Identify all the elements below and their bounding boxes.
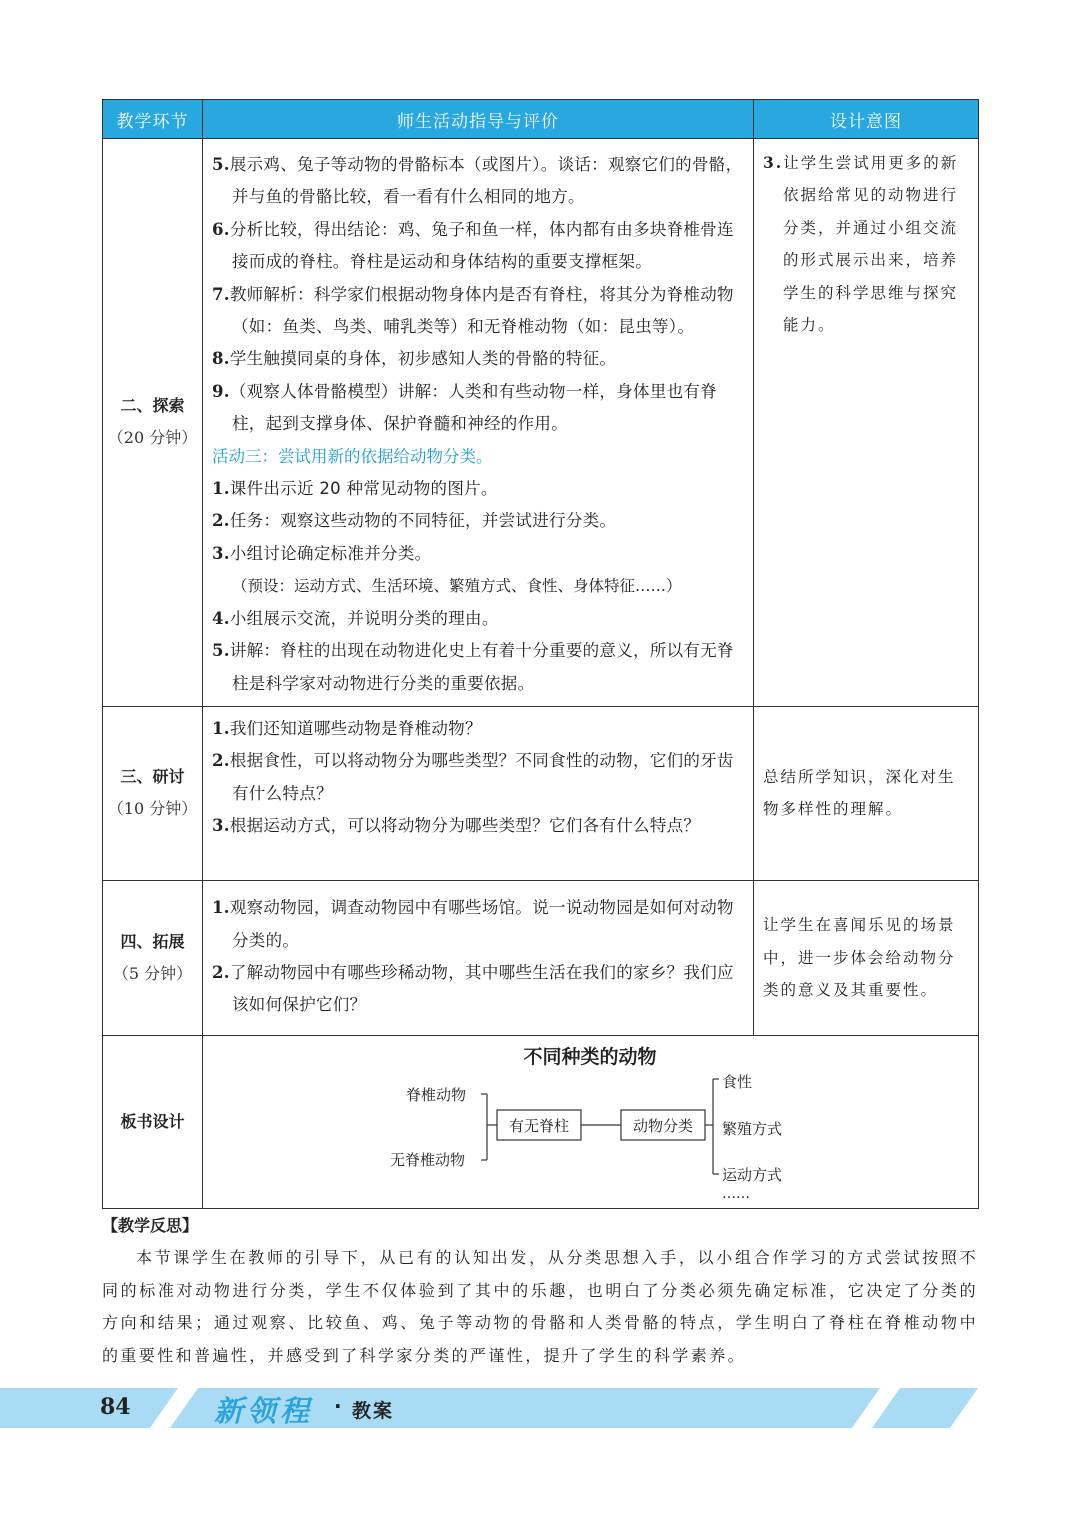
explore-activities — [203, 139, 754, 707]
board-box-1: 有无脊柱 — [508, 1116, 569, 1135]
list-item: 1.观察动物园，调查动物园中有哪些场馆。说一说动物园是如何对动物分类的。 — [212, 898, 734, 950]
list-item: 3.根据运动方式，可以将动物分为哪些类型？它们各有什么特点？ — [212, 816, 701, 836]
discuss-purpose — [754, 706, 979, 880]
list-item: 5.展示鸡、兔子等动物的骨骼标本（或图片）。谈话：观察它们的骨骼，并与鱼的骨骼比较，看一看有什么相同的地方。 — [212, 155, 743, 207]
board-stage-cell — [103, 1035, 203, 1208]
list-item: 4.小组展示交流，并说明分类的理由。 — [212, 608, 499, 628]
discuss-row — [103, 706, 979, 880]
list-item: 5.讲解：脊柱的出现在动物进化史上有着十分重要的意义，所以有无脊柱是科学家对动物进行分类的重要依据。 — [212, 641, 734, 693]
extend-stage-name: 四、拓展 — [120, 931, 185, 951]
board-left-bottom: 无脊椎动物 — [390, 1150, 466, 1169]
extend-activities — [203, 880, 754, 1035]
list-item: 3.小组讨论确定标准并分类。 — [212, 543, 432, 563]
activity3-heading: 活动三：尝试用新的依据给动物分类。 — [212, 446, 493, 466]
discuss-activities — [203, 706, 754, 880]
board-right-3: 运动方式 — [722, 1165, 783, 1184]
lesson-plan-table — [102, 99, 979, 1209]
brand-subtitle: 教案 — [352, 1400, 395, 1422]
list-item: 2.任务：观察这些动物的不同特征，并尝试进行分类。 — [212, 511, 617, 531]
board-box-2: 动物分类 — [632, 1116, 693, 1135]
list-item: 9.（观察人体骨骼模型）讲解：人类和有些动物一样，身体里也有脊柱，起到支撑身体、保护脊髓和神经的作用。 — [212, 381, 718, 434]
explore-purpose-num: 3. — [763, 153, 784, 172]
board-stage-name: 板书设计 — [120, 1111, 185, 1131]
board-diagram — [203, 1036, 977, 1208]
board-right-1: 食性 — [722, 1072, 753, 1091]
footer — [0, 1388, 1080, 1428]
reflection-title: 【教学反思】 — [102, 1216, 199, 1235]
header-activities: 师生活动指导与评价 — [203, 100, 754, 139]
preset-note: （预设：运动方式、生活环境、繁殖方式、食性、身体特征……） — [232, 577, 682, 596]
footer-band — [0, 1388, 1080, 1428]
board-design — [203, 1035, 979, 1208]
board-right-2: 繁殖方式 — [722, 1119, 783, 1138]
board-title: 不同种类的动物 — [523, 1045, 657, 1068]
board-row — [103, 1035, 979, 1208]
explore-row — [103, 139, 979, 707]
extend-row — [103, 880, 979, 1035]
discuss-purpose-text: 总结所学知识，深化对生物多样性的理解。 — [763, 768, 956, 819]
header-purpose: 设计意图 — [754, 100, 979, 139]
explore-purpose-text: 让学生尝试用更多的新依据给常见的动物进行分类，并通过小组交流的形式展示出来，培养学生的科学思维与探究能力。 — [783, 154, 959, 335]
reflection-body: 本节课学生在教师的引导下，从已有的认知出发，从分类思想入手，以小组合作学习的方式尝试按照不同的标准对动物进行分类，学生不仅体验到了其中的乐趣，也明白了分类必须先确定标准，它决定了分类的方向和结果；通过观察、比较鱼、鸡、兔子等动物的骨骼和人类骨骼的特点，学生明白了脊柱在脊椎动物中的重要性和普遍性，并感受到了科学家分类的严谨性，提升了学生的科学素养。 — [102, 1248, 978, 1365]
explore-stage-time: （20 分钟） — [107, 428, 198, 448]
list-item: 7.教师解析：科学家们根据动物身体内是否有脊柱，将其分为脊椎动物（如：鱼类、鸟类、哺乳类等）和无脊椎动物（如：昆虫等）。 — [212, 284, 734, 337]
extend-purpose — [754, 880, 979, 1035]
discuss-stage-name: 三、研讨 — [120, 767, 185, 787]
header-stage: 教学环节 — [103, 100, 203, 139]
board-left-top: 脊椎动物 — [406, 1085, 467, 1104]
list-item: 1.课件出示近 20 种常见动物的图片。 — [212, 479, 498, 499]
list-item: 8.学生触摸同桌的身体，初步感知人类的骨骼的特征。 — [212, 349, 617, 369]
board-ellipsis: …… — [722, 1185, 750, 1202]
list-item: 6.分析比较，得出结论：鸡、兔子和鱼一样，体内都有由多块脊椎骨连接而成的脊柱。脊柱是运动和身体结构的重要支撑框架。 — [212, 219, 734, 272]
brand-logo: 新领程 — [214, 1394, 314, 1428]
discuss-stage-cell — [103, 706, 203, 880]
list-item: 2.了解动物园中有哪些珍稀动物，其中哪些生活在我们的家乡？我们应该如何保护它们？ — [212, 962, 734, 1015]
list-item: 1.我们还知道哪些动物是脊椎动物？ — [212, 718, 482, 738]
explore-stage-name: 二、探索 — [120, 396, 185, 416]
explore-purpose — [754, 139, 979, 707]
extend-stage-cell — [103, 880, 203, 1035]
explore-stage-cell — [103, 139, 203, 707]
list-item: 2.根据食性，可以将动物分为哪些类型？不同食性的动物，它们的牙齿有什么特点？ — [212, 751, 734, 803]
discuss-stage-time: （10 分钟） — [107, 799, 198, 819]
brand-dot: · — [334, 1394, 342, 1418]
extend-stage-time: （5 分钟） — [112, 963, 193, 983]
page-number: 84 — [100, 1394, 131, 1420]
header-row — [103, 100, 979, 139]
extend-purpose-text: 让学生在喜闻乐见的场景中，进一步体会给动物分类的意义及其重要性。 — [763, 916, 956, 1000]
